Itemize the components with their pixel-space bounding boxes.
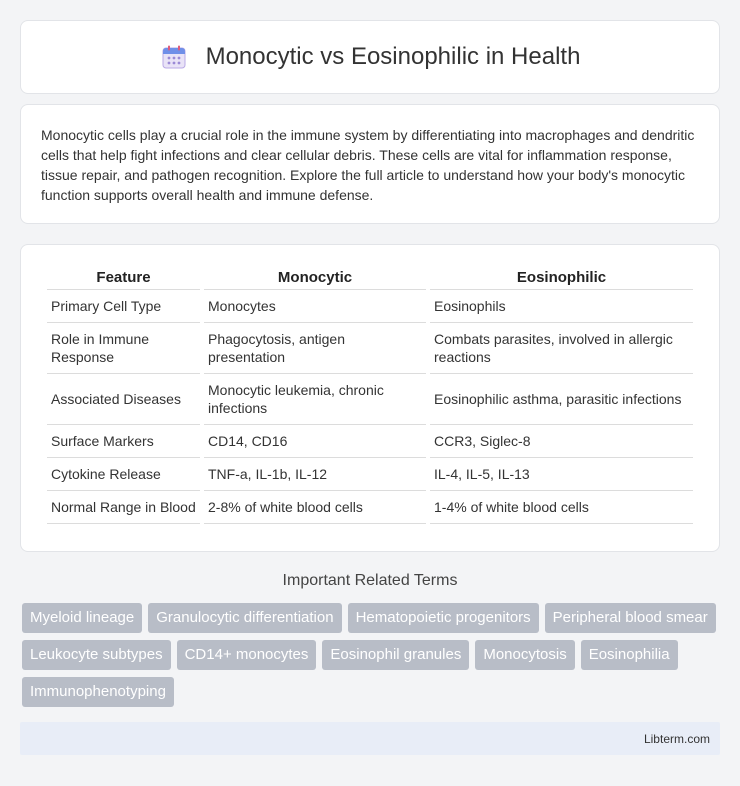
comparison-table-card xyxy=(20,244,720,552)
table-cell: Surface Markers xyxy=(47,425,200,458)
header-feature: Feature xyxy=(47,265,200,290)
intro-text: Monocytic cells play a crucial role in the immune system by differentiating into macrophages and dendritic cells that help fight infections and clear cellular debris. These cells are vital for inflammation response, tissue repair, and pathogen recognition. Explore the full article to understand how your body's monocytic function supports overall health and immune defense. xyxy=(41,127,695,203)
table-cell: Primary Cell Type xyxy=(47,290,200,323)
table-row xyxy=(47,425,693,458)
table-row xyxy=(47,374,693,425)
table-cell: 2-8% of white blood cells xyxy=(204,491,426,524)
comparison-table xyxy=(43,265,697,524)
related-term-tag[interactable]: Myeloid lineage xyxy=(22,603,142,633)
related-terms-title: Important Related Terms xyxy=(282,572,458,589)
table-cell: Cytokine Release xyxy=(47,458,200,491)
table-cell: Monocytes xyxy=(204,290,426,323)
related-term-tag[interactable]: Granulocytic differentiation xyxy=(148,603,341,633)
table-cell: Normal Range in Blood xyxy=(47,491,200,524)
table-cell: Monocytic leukemia, chronic infections xyxy=(204,374,426,425)
header-monocytic: Monocytic xyxy=(204,265,426,290)
header-card xyxy=(20,20,720,94)
table-cell: Phagocytosis, antigen presentation xyxy=(204,323,426,374)
page-title: Monocytic vs Eosinophilic in Health xyxy=(205,43,581,70)
table-cell: CD14, CD16 xyxy=(204,425,426,458)
header-eosinophilic: Eosinophilic xyxy=(430,265,693,290)
related-term-tag[interactable]: Immunophenotyping xyxy=(22,677,174,707)
table-row xyxy=(47,458,693,491)
related-term-tag[interactable]: Peripheral blood smear xyxy=(545,603,716,633)
table-row xyxy=(47,491,693,524)
related-term-tag[interactable]: Eosinophilia xyxy=(581,640,678,670)
related-term-tag[interactable]: Leukocyte subtypes xyxy=(22,640,171,670)
footer xyxy=(20,722,720,755)
table-cell: Role in Immune Response xyxy=(47,323,200,374)
footer-site-link[interactable]: Libterm.com xyxy=(643,731,710,746)
intro-card xyxy=(20,104,720,224)
table-cell: Eosinophilic asthma, parasitic infections xyxy=(430,374,693,425)
related-terms-tags xyxy=(22,603,722,707)
table-header-row xyxy=(47,265,693,290)
table-cell: IL-4, IL-5, IL-13 xyxy=(430,458,693,491)
related-term-tag[interactable]: Hematopoietic progenitors xyxy=(348,603,539,633)
table-row xyxy=(47,290,693,323)
related-term-tag[interactable]: CD14+ monocytes xyxy=(177,640,317,670)
related-term-tag[interactable]: Monocytosis xyxy=(475,640,574,670)
table-cell: Combats parasites, involved in allergic reactions xyxy=(430,323,693,374)
related-term-tag[interactable]: Eosinophil granules xyxy=(322,640,469,670)
calendar-icon xyxy=(160,43,188,71)
table-cell: Associated Diseases xyxy=(47,374,200,425)
table-cell: TNF-a, IL-1b, IL-12 xyxy=(204,458,426,491)
table-cell: Eosinophils xyxy=(430,290,693,323)
table-cell: 1-4% of white blood cells xyxy=(430,491,693,524)
table-row xyxy=(47,323,693,374)
table-cell: CCR3, Siglec-8 xyxy=(430,425,693,458)
